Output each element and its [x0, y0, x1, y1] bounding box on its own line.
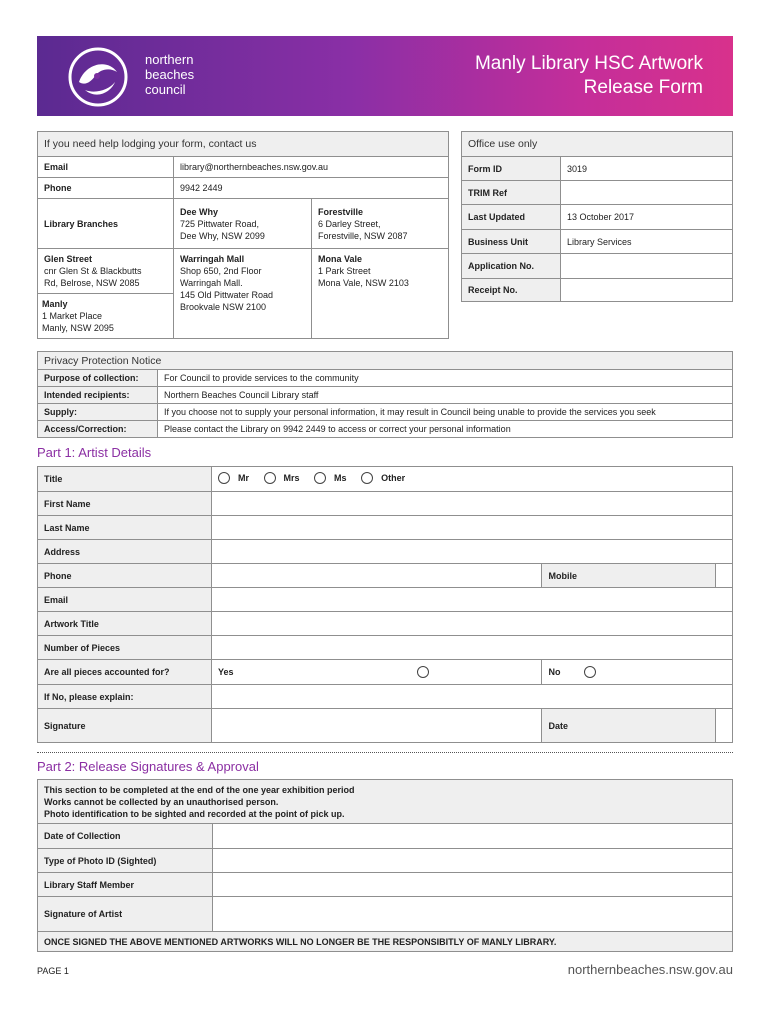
responsibility-notice: ONCE SIGNED THE ABOVE MENTIONED ARTWORKS WILL NO LONGER BE THE RESPONSIBITLY OF MANLY LIBRARY. — [38, 932, 733, 952]
yes-option[interactable] — [212, 660, 542, 685]
business-unit-label: Business Unit — [462, 230, 561, 254]
mobile-field[interactable] — [716, 564, 733, 588]
business-unit-value: Library Services — [561, 230, 733, 254]
access-label: Access/Correction: — [38, 421, 158, 438]
title-option-other[interactable]: Other — [361, 472, 405, 484]
privacy-heading: Privacy Protection Notice — [38, 352, 733, 370]
trim-ref-label: TRIM Ref — [462, 181, 561, 205]
first-name-label: First Name — [38, 492, 212, 516]
artwork-title-field[interactable] — [212, 612, 733, 636]
recipients-value: Northern Beaches Council Library staff — [158, 387, 733, 404]
section-divider — [37, 752, 733, 753]
contact-table — [37, 131, 449, 339]
address-label: Address — [38, 540, 212, 564]
radio-icon[interactable] — [218, 472, 230, 484]
branch-warringah-mall: Warringah Mall Shop 650, 2nd Floor Warringah Mall. 145 Old Pittwater Road Brookvale NSW 2100 — [174, 249, 312, 339]
first-name-field[interactable] — [212, 492, 733, 516]
last-name-field[interactable] — [212, 516, 733, 540]
email-label-artist: Email — [38, 588, 212, 612]
release-table — [37, 779, 733, 952]
no-radio-icon[interactable] — [584, 666, 596, 678]
staff-field[interactable] — [213, 873, 733, 897]
no-label: No — [548, 667, 561, 677]
yes-label: Yes — [218, 667, 234, 677]
access-value: Please contact the Library on 9942 2449 to access or correct your personal information — [158, 421, 733, 438]
supply-value: If you choose not to supply your personal information, it may result in Council being unable to provide the services you seek — [158, 404, 733, 421]
mobile-label: Mobile — [542, 564, 716, 588]
purpose-label: Purpose of collection: — [38, 370, 158, 387]
photo-id-label: Type of Photo ID (Sighted) — [38, 849, 213, 873]
branch-glen-street-manly: Glen Street cnr Glen St & Blackbutts Rd, Belrose, NSW 2085 Manly 1 Market Place Manly, NSW 2095 — [38, 249, 174, 339]
title-label: Title — [38, 467, 212, 492]
photo-id-field[interactable] — [213, 849, 733, 873]
recipients-label: Intended recipients: — [38, 387, 158, 404]
radio-icon[interactable] — [361, 472, 373, 484]
receipt-no-field[interactable] — [561, 279, 733, 302]
receipt-no-label: Receipt No. — [462, 279, 561, 302]
phone-field[interactable] — [212, 564, 542, 588]
num-pieces-field[interactable] — [212, 636, 733, 660]
page-number: PAGE 1 — [37, 966, 69, 976]
application-no-label: Application No. — [462, 254, 561, 279]
staff-label: Library Staff Member — [38, 873, 213, 897]
last-name-label: Last Name — [38, 516, 212, 540]
council-logo-icon — [67, 46, 129, 108]
email-value[interactable]: library@northernbeaches.nsw.gov.au — [174, 157, 449, 178]
purpose-value: For Council to provide services to the community — [158, 370, 733, 387]
accounted-label: Are all pieces accounted for? — [38, 660, 212, 685]
radio-icon[interactable] — [264, 472, 276, 484]
branch-manly: Manly 1 Market Place Manly, NSW 2095 — [42, 299, 114, 333]
header-banner — [37, 36, 733, 116]
signature-field[interactable] — [212, 709, 542, 743]
email-field[interactable] — [212, 588, 733, 612]
part1-title: Part 1: Artist Details — [37, 445, 152, 460]
branches-label: Library Branches — [38, 199, 174, 249]
title-option-mr[interactable]: Mr — [218, 472, 249, 484]
artwork-title-label: Artwork Title — [38, 612, 212, 636]
explain-field[interactable] — [212, 685, 733, 709]
signature-label: Signature — [38, 709, 212, 743]
radio-icon[interactable] — [314, 472, 326, 484]
trim-ref-field[interactable] — [561, 181, 733, 205]
last-updated-label: Last Updated — [462, 205, 561, 230]
branch-forestville: Forestville 6 Darley Street, Forestville, NSW 2087 — [312, 199, 449, 249]
application-no-field[interactable] — [561, 254, 733, 279]
sig-artist-field[interactable] — [213, 897, 733, 932]
yes-radio-icon[interactable] — [417, 666, 429, 678]
title-option-ms[interactable]: Ms — [314, 472, 347, 484]
date-label: Date — [542, 709, 716, 743]
phone-label: Phone — [38, 178, 174, 199]
form-id-label: Form ID — [462, 157, 561, 181]
part2-intro: This section to be completed at the end of the one year exhibition period Works cannot be collected by an unauthorised person. Photo identification to be sighted and recorded at the point of pick up. — [38, 780, 733, 824]
num-pieces-label: Number of Pieces — [38, 636, 212, 660]
date-collection-field[interactable] — [213, 824, 733, 849]
branch-dee-why: Dee Why 725 Pittwater Road, Dee Why, NSW 2099 — [174, 199, 312, 249]
date-field[interactable] — [716, 709, 733, 743]
footer-url[interactable]: northernbeaches.nsw.gov.au — [567, 962, 733, 977]
office-heading: Office use only — [462, 132, 733, 157]
phone-label-artist: Phone — [38, 564, 212, 588]
explain-label: If No, please explain: — [38, 685, 212, 709]
title-options — [212, 467, 733, 492]
form-title: Manly Library HSC Artwork Release Form — [474, 53, 703, 98]
council-name: northern beaches council — [145, 52, 195, 97]
sig-artist-label: Signature of Artist — [38, 897, 213, 932]
form-id-value: 3019 — [561, 157, 733, 181]
title-option-mrs[interactable]: Mrs — [264, 472, 300, 484]
address-field[interactable] — [212, 540, 733, 564]
artist-details-table — [37, 466, 733, 743]
supply-label: Supply: — [38, 404, 158, 421]
branch-mona-vale: Mona Vale 1 Park Street Mona Vale, NSW 2103 — [312, 249, 449, 339]
date-collection-label: Date of Collection — [38, 824, 213, 849]
office-use-table — [461, 131, 733, 302]
no-option[interactable] — [542, 660, 733, 685]
part2-title: Part 2: Release Signatures & Approval — [37, 759, 259, 774]
email-label: Email — [38, 157, 174, 178]
phone-value: 9942 2449 — [174, 178, 449, 199]
privacy-table — [37, 351, 733, 438]
contact-heading: If you need help lodging your form, contact us — [38, 132, 449, 157]
last-updated-value: 13 October 2017 — [561, 205, 733, 230]
